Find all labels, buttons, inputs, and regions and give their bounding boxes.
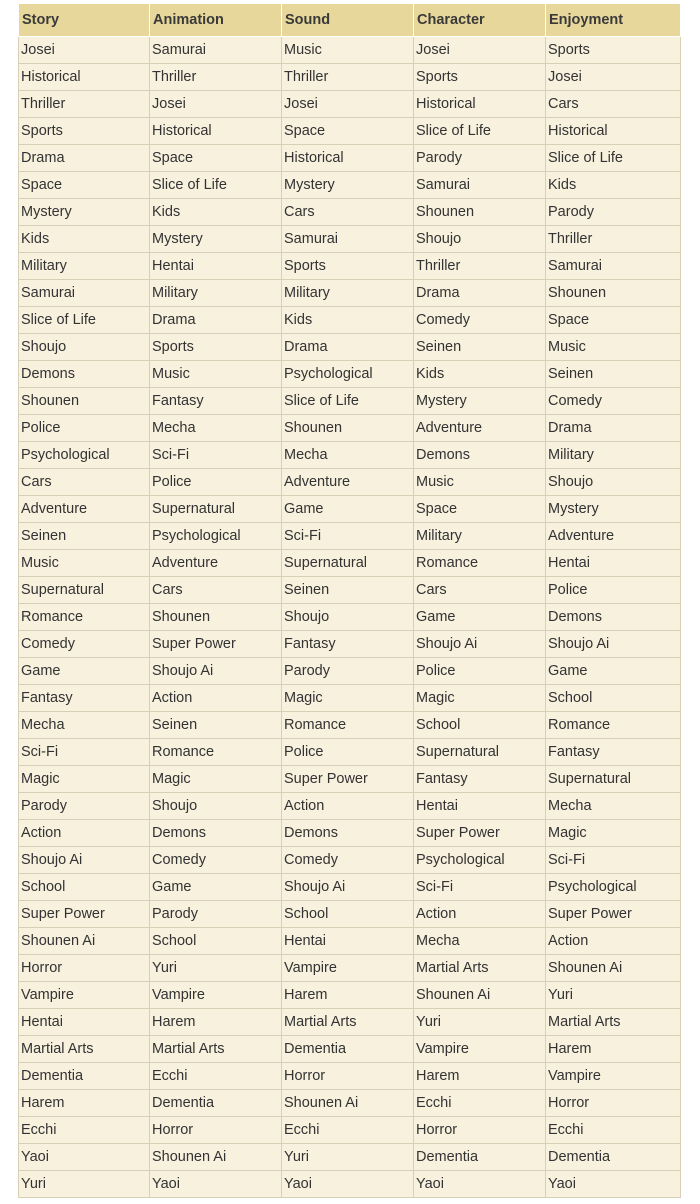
table-cell-sound: Dementia xyxy=(282,1036,414,1063)
table-cell-sound: Romance xyxy=(282,712,414,739)
table-cell-animation: Samurai xyxy=(150,37,282,64)
table-cell-enjoyment: Hentai xyxy=(546,550,681,577)
table-cell-sound: Psychological xyxy=(282,361,414,388)
table-cell-animation: Sci-Fi xyxy=(150,442,282,469)
table-cell-sound: Seinen xyxy=(282,577,414,604)
table-cell-animation: Josei xyxy=(150,91,282,118)
table-row xyxy=(19,280,681,307)
table-cell-enjoyment: Seinen xyxy=(546,361,681,388)
table-cell-enjoyment: Historical xyxy=(546,118,681,145)
table-cell-story: Magic xyxy=(19,766,150,793)
table-cell-story: Super Power xyxy=(19,901,150,928)
table-row xyxy=(19,550,681,577)
table-cell-enjoyment: Psychological xyxy=(546,874,681,901)
table-cell-enjoyment: Magic xyxy=(546,820,681,847)
table-cell-sound: Shoujo Ai xyxy=(282,874,414,901)
table-cell-enjoyment: Sci-Fi xyxy=(546,847,681,874)
table-row xyxy=(19,577,681,604)
table-cell-enjoyment: Parody xyxy=(546,199,681,226)
table-cell-enjoyment: Mecha xyxy=(546,793,681,820)
table-cell-character: Seinen xyxy=(414,334,546,361)
table-cell-animation: Mecha xyxy=(150,415,282,442)
table-cell-animation: Fantasy xyxy=(150,388,282,415)
table-cell-animation: Comedy xyxy=(150,847,282,874)
table-cell-sound: Sports xyxy=(282,253,414,280)
table-cell-story: Mystery xyxy=(19,199,150,226)
table-cell-animation: Shoujo xyxy=(150,793,282,820)
table-cell-sound: Martial Arts xyxy=(282,1009,414,1036)
table-row xyxy=(19,199,681,226)
table-cell-story: Dementia xyxy=(19,1063,150,1090)
table-cell-character: Action xyxy=(414,901,546,928)
table-cell-story: Sci-Fi xyxy=(19,739,150,766)
table-cell-character: Shounen xyxy=(414,199,546,226)
table-cell-story: Shoujo Ai xyxy=(19,847,150,874)
table-cell-story: Harem xyxy=(19,1090,150,1117)
table-cell-character: Demons xyxy=(414,442,546,469)
table-cell-animation: Cars xyxy=(150,577,282,604)
table-cell-character: Mystery xyxy=(414,388,546,415)
table-cell-story: Yuri xyxy=(19,1171,150,1198)
table-cell-story: Drama xyxy=(19,145,150,172)
table-row xyxy=(19,226,681,253)
table-row xyxy=(19,766,681,793)
column-header-enjoyment: Enjoyment xyxy=(546,4,681,37)
table-cell-sound: Military xyxy=(282,280,414,307)
table-cell-animation: Drama xyxy=(150,307,282,334)
table-cell-enjoyment: Yaoi xyxy=(546,1171,681,1198)
table-cell-animation: Historical xyxy=(150,118,282,145)
table-cell-character: Sci-Fi xyxy=(414,874,546,901)
table-row xyxy=(19,91,681,118)
table-header xyxy=(19,4,681,37)
table-row xyxy=(19,685,681,712)
table-row xyxy=(19,37,681,64)
table-row xyxy=(19,172,681,199)
table-cell-story: Kids xyxy=(19,226,150,253)
table-cell-story: Sports xyxy=(19,118,150,145)
table-cell-enjoyment: Drama xyxy=(546,415,681,442)
table-cell-animation: Shounen xyxy=(150,604,282,631)
column-header-sound: Sound xyxy=(282,4,414,37)
table-cell-animation: Supernatural xyxy=(150,496,282,523)
table-row xyxy=(19,1090,681,1117)
table-body xyxy=(19,37,681,1198)
table-cell-story: Comedy xyxy=(19,631,150,658)
table-cell-enjoyment: Romance xyxy=(546,712,681,739)
table-cell-story: Samurai xyxy=(19,280,150,307)
table-cell-enjoyment: Josei xyxy=(546,64,681,91)
column-header-animation: Animation xyxy=(150,4,282,37)
table-cell-character: Adventure xyxy=(414,415,546,442)
table-cell-sound: Action xyxy=(282,793,414,820)
table-cell-character: School xyxy=(414,712,546,739)
table-cell-character: Thriller xyxy=(414,253,546,280)
table-cell-animation: Action xyxy=(150,685,282,712)
table-cell-animation: Kids xyxy=(150,199,282,226)
table-row xyxy=(19,1036,681,1063)
table-cell-character: Romance xyxy=(414,550,546,577)
table-cell-enjoyment: Action xyxy=(546,928,681,955)
table-cell-sound: Horror xyxy=(282,1063,414,1090)
table-row xyxy=(19,1117,681,1144)
table-cell-sound: Thriller xyxy=(282,64,414,91)
table-cell-animation: Adventure xyxy=(150,550,282,577)
table-row xyxy=(19,307,681,334)
table-cell-sound: Shounen xyxy=(282,415,414,442)
table-cell-character: Space xyxy=(414,496,546,523)
column-header-character: Character xyxy=(414,4,546,37)
table-cell-character: Fantasy xyxy=(414,766,546,793)
table-cell-story: Hentai xyxy=(19,1009,150,1036)
table-cell-character: Harem xyxy=(414,1063,546,1090)
table-cell-enjoyment: Comedy xyxy=(546,388,681,415)
table-cell-story: Supernatural xyxy=(19,577,150,604)
table-cell-character: Super Power xyxy=(414,820,546,847)
table-cell-sound: Vampire xyxy=(282,955,414,982)
table-cell-character: Horror xyxy=(414,1117,546,1144)
table-row xyxy=(19,64,681,91)
table-cell-sound: Mecha xyxy=(282,442,414,469)
table-cell-enjoyment: Space xyxy=(546,307,681,334)
table-cell-character: Slice of Life xyxy=(414,118,546,145)
table-cell-sound: Yuri xyxy=(282,1144,414,1171)
table-cell-story: Shounen xyxy=(19,388,150,415)
table-cell-sound: Police xyxy=(282,739,414,766)
table-cell-animation: Game xyxy=(150,874,282,901)
table-cell-character: Shoujo Ai xyxy=(414,631,546,658)
table-row xyxy=(19,793,681,820)
table-cell-animation: Psychological xyxy=(150,523,282,550)
table-cell-enjoyment: Music xyxy=(546,334,681,361)
table-cell-sound: Hentai xyxy=(282,928,414,955)
table-cell-story: Space xyxy=(19,172,150,199)
table-cell-character: Josei xyxy=(414,37,546,64)
table-cell-animation: Hentai xyxy=(150,253,282,280)
table-cell-enjoyment: Shounen xyxy=(546,280,681,307)
table-cell-animation: Demons xyxy=(150,820,282,847)
table-cell-character: Comedy xyxy=(414,307,546,334)
table-cell-story: Parody xyxy=(19,793,150,820)
table-cell-story: Horror xyxy=(19,955,150,982)
table-cell-story: Ecchi xyxy=(19,1117,150,1144)
table-cell-character: Game xyxy=(414,604,546,631)
table-row xyxy=(19,928,681,955)
table-cell-animation: Music xyxy=(150,361,282,388)
table-cell-animation: Martial Arts xyxy=(150,1036,282,1063)
table-row xyxy=(19,1009,681,1036)
table-cell-sound: Historical xyxy=(282,145,414,172)
table-cell-sound: Demons xyxy=(282,820,414,847)
table-cell-character: Historical xyxy=(414,91,546,118)
table-cell-animation: Space xyxy=(150,145,282,172)
table-row xyxy=(19,1144,681,1171)
table-cell-enjoyment: Sports xyxy=(546,37,681,64)
table-row xyxy=(19,955,681,982)
table-cell-animation: Mystery xyxy=(150,226,282,253)
table-row xyxy=(19,982,681,1009)
table-row xyxy=(19,901,681,928)
table-cell-sound: School xyxy=(282,901,414,928)
table-cell-sound: Cars xyxy=(282,199,414,226)
table-cell-enjoyment: Slice of Life xyxy=(546,145,681,172)
table-cell-animation: Dementia xyxy=(150,1090,282,1117)
table-cell-story: Fantasy xyxy=(19,685,150,712)
table-cell-story: Seinen xyxy=(19,523,150,550)
table-cell-character: Police xyxy=(414,658,546,685)
table-cell-character: Supernatural xyxy=(414,739,546,766)
table-cell-character: Yuri xyxy=(414,1009,546,1036)
table-cell-enjoyment: Super Power xyxy=(546,901,681,928)
table-cell-enjoyment: Yuri xyxy=(546,982,681,1009)
table-cell-character: Yaoi xyxy=(414,1171,546,1198)
table-cell-story: Demons xyxy=(19,361,150,388)
table-cell-character: Hentai xyxy=(414,793,546,820)
table-cell-sound: Ecchi xyxy=(282,1117,414,1144)
table-cell-sound: Shounen Ai xyxy=(282,1090,414,1117)
table-cell-enjoyment: Kids xyxy=(546,172,681,199)
table-cell-character: Ecchi xyxy=(414,1090,546,1117)
table-row xyxy=(19,388,681,415)
table-cell-animation: Yaoi xyxy=(150,1171,282,1198)
table-row xyxy=(19,631,681,658)
table-cell-sound: Game xyxy=(282,496,414,523)
table-cell-sound: Supernatural xyxy=(282,550,414,577)
table-cell-story: Action xyxy=(19,820,150,847)
table-row xyxy=(19,523,681,550)
table-row xyxy=(19,334,681,361)
table-cell-story: Cars xyxy=(19,469,150,496)
table-cell-sound: Samurai xyxy=(282,226,414,253)
table-cell-enjoyment: Police xyxy=(546,577,681,604)
header-row xyxy=(19,4,681,37)
table-cell-enjoyment: Shounen Ai xyxy=(546,955,681,982)
table-cell-animation: Police xyxy=(150,469,282,496)
table-cell-story: Shounen Ai xyxy=(19,928,150,955)
table-cell-enjoyment: Demons xyxy=(546,604,681,631)
table-cell-sound: Slice of Life xyxy=(282,388,414,415)
table-cell-character: Shoujo xyxy=(414,226,546,253)
table-row xyxy=(19,1171,681,1198)
table-cell-enjoyment: Fantasy xyxy=(546,739,681,766)
table-cell-enjoyment: Shoujo Ai xyxy=(546,631,681,658)
table-cell-enjoyment: Harem xyxy=(546,1036,681,1063)
table-cell-animation: Military xyxy=(150,280,282,307)
table-cell-character: Kids xyxy=(414,361,546,388)
table-cell-enjoyment: Ecchi xyxy=(546,1117,681,1144)
table-cell-sound: Magic xyxy=(282,685,414,712)
table-cell-enjoyment: Dementia xyxy=(546,1144,681,1171)
table-row xyxy=(19,658,681,685)
table-cell-character: Martial Arts xyxy=(414,955,546,982)
table-cell-character: Samurai xyxy=(414,172,546,199)
table-cell-story: Romance xyxy=(19,604,150,631)
table-cell-character: Parody xyxy=(414,145,546,172)
table-cell-sound: Yaoi xyxy=(282,1171,414,1198)
table-row xyxy=(19,874,681,901)
table-cell-story: Mecha xyxy=(19,712,150,739)
table-cell-sound: Shoujo xyxy=(282,604,414,631)
table-cell-sound: Sci-Fi xyxy=(282,523,414,550)
table-row xyxy=(19,739,681,766)
table-cell-sound: Drama xyxy=(282,334,414,361)
table-cell-story: Psychological xyxy=(19,442,150,469)
table-cell-character: Magic xyxy=(414,685,546,712)
table-row xyxy=(19,604,681,631)
table-cell-sound: Space xyxy=(282,118,414,145)
table-row xyxy=(19,145,681,172)
table-cell-character: Sports xyxy=(414,64,546,91)
table-row xyxy=(19,712,681,739)
table-cell-story: Music xyxy=(19,550,150,577)
table-cell-sound: Adventure xyxy=(282,469,414,496)
table-cell-enjoyment: Game xyxy=(546,658,681,685)
table-cell-animation: School xyxy=(150,928,282,955)
table-cell-sound: Super Power xyxy=(282,766,414,793)
table-cell-animation: Harem xyxy=(150,1009,282,1036)
table-cell-enjoyment: Vampire xyxy=(546,1063,681,1090)
table-cell-character: Psychological xyxy=(414,847,546,874)
table-cell-story: Game xyxy=(19,658,150,685)
table-cell-character: Military xyxy=(414,523,546,550)
table-cell-sound: Mystery xyxy=(282,172,414,199)
table-cell-sound: Comedy xyxy=(282,847,414,874)
table-cell-character: Cars xyxy=(414,577,546,604)
table-cell-enjoyment: Samurai xyxy=(546,253,681,280)
table-cell-story: School xyxy=(19,874,150,901)
table-cell-character: Mecha xyxy=(414,928,546,955)
table-cell-enjoyment: School xyxy=(546,685,681,712)
table-cell-enjoyment: Mystery xyxy=(546,496,681,523)
table-cell-animation: Parody xyxy=(150,901,282,928)
table-cell-sound: Josei xyxy=(282,91,414,118)
table-cell-animation: Slice of Life xyxy=(150,172,282,199)
table-cell-character: Music xyxy=(414,469,546,496)
table-cell-sound: Music xyxy=(282,37,414,64)
table-cell-story: Historical xyxy=(19,64,150,91)
table-cell-sound: Parody xyxy=(282,658,414,685)
table-row xyxy=(19,469,681,496)
table-cell-sound: Kids xyxy=(282,307,414,334)
table-cell-animation: Romance xyxy=(150,739,282,766)
table-cell-animation: Super Power xyxy=(150,631,282,658)
table-cell-enjoyment: Thriller xyxy=(546,226,681,253)
table-cell-story: Josei xyxy=(19,37,150,64)
table-cell-enjoyment: Shoujo xyxy=(546,469,681,496)
table-cell-story: Adventure xyxy=(19,496,150,523)
column-header-story: Story xyxy=(19,4,150,37)
table-cell-animation: Seinen xyxy=(150,712,282,739)
table-cell-story: Martial Arts xyxy=(19,1036,150,1063)
table-cell-character: Shounen Ai xyxy=(414,982,546,1009)
table-cell-story: Thriller xyxy=(19,91,150,118)
table-cell-story: Slice of Life xyxy=(19,307,150,334)
table-row xyxy=(19,847,681,874)
table-cell-enjoyment: Military xyxy=(546,442,681,469)
table-cell-animation: Magic xyxy=(150,766,282,793)
table-cell-story: Police xyxy=(19,415,150,442)
table-cell-enjoyment: Martial Arts xyxy=(546,1009,681,1036)
table-row xyxy=(19,820,681,847)
table-row xyxy=(19,118,681,145)
table-row xyxy=(19,415,681,442)
table-cell-enjoyment: Adventure xyxy=(546,523,681,550)
table-cell-sound: Harem xyxy=(282,982,414,1009)
table-cell-enjoyment: Horror xyxy=(546,1090,681,1117)
table-cell-story: Yaoi xyxy=(19,1144,150,1171)
table-cell-animation: Shounen Ai xyxy=(150,1144,282,1171)
table-row xyxy=(19,442,681,469)
table-row xyxy=(19,1063,681,1090)
table-cell-story: Vampire xyxy=(19,982,150,1009)
genre-ranking-table xyxy=(18,3,681,1198)
table-cell-story: Shoujo xyxy=(19,334,150,361)
table-cell-enjoyment: Supernatural xyxy=(546,766,681,793)
table-cell-animation: Horror xyxy=(150,1117,282,1144)
table-cell-character: Drama xyxy=(414,280,546,307)
table-cell-enjoyment: Cars xyxy=(546,91,681,118)
table-row xyxy=(19,496,681,523)
table-cell-story: Military xyxy=(19,253,150,280)
table-cell-animation: Shoujo Ai xyxy=(150,658,282,685)
table-cell-animation: Vampire xyxy=(150,982,282,1009)
table-cell-sound: Fantasy xyxy=(282,631,414,658)
table-cell-character: Dementia xyxy=(414,1144,546,1171)
table-cell-animation: Sports xyxy=(150,334,282,361)
table-cell-animation: Thriller xyxy=(150,64,282,91)
table-cell-animation: Ecchi xyxy=(150,1063,282,1090)
table-row xyxy=(19,361,681,388)
table-cell-animation: Yuri xyxy=(150,955,282,982)
table-row xyxy=(19,253,681,280)
table-cell-character: Vampire xyxy=(414,1036,546,1063)
